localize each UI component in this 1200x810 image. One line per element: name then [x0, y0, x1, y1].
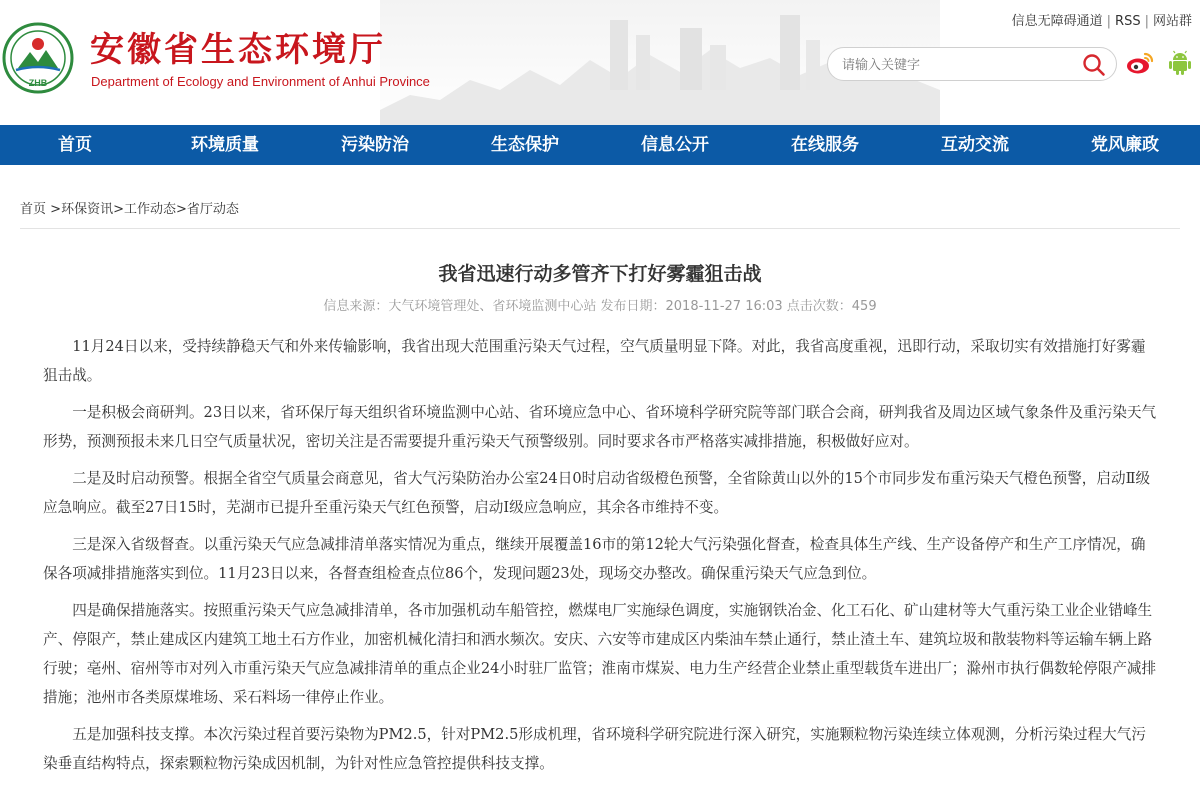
- rss-link[interactable]: RSS: [1115, 14, 1141, 29]
- search-input[interactable]: [842, 55, 1062, 75]
- nav-item-party-integrity[interactable]: 党风廉政: [1091, 135, 1159, 155]
- article-body: [43, 332, 1160, 786]
- breadcrumb: [20, 198, 239, 217]
- search-icon[interactable]: [1082, 53, 1106, 77]
- breadcrumb-home[interactable]: 首页: [20, 202, 47, 217]
- nav-item-home[interactable]: 首页: [58, 135, 92, 155]
- link-separator: |: [1144, 14, 1149, 29]
- weibo-icon[interactable]: [1126, 51, 1154, 75]
- nav-item-environment-quality[interactable]: 环境质量: [191, 135, 259, 155]
- zhb-logo-emblem: [2, 22, 74, 94]
- nav-item-ecology-protection[interactable]: 生态保护: [491, 135, 559, 155]
- main-nav: [0, 125, 1200, 165]
- nav-item-information-disclosure[interactable]: 信息公开: [641, 135, 709, 155]
- article-title: 我省迅速行动多管齐下打好雾霾狙击战: [438, 263, 762, 285]
- nav-item-interaction[interactable]: 互动交流: [941, 135, 1009, 155]
- android-icon[interactable]: [1168, 50, 1192, 76]
- article-paragraph: 四是确保措施落实。按照重污染天气应急减排清单，各市加强机动车船管控，燃煤电厂实施绿色调度，实施钢铁冶金、化工石化、矿山建材等大气重污染工业企业错峰生产、停限产，禁止建成区内建筑工地土石方作业，加密机械化清扫和洒水频次。安庆、六安等市建成区内柴油车禁止通行，禁止渣土车、建筑垃圾和散装物料等运输车辆上路行驶；亳州、宿州等市对列入市重污染天气应急减排清单的重点企业24小时驻厂监管；淮南市煤炭、电力生产经营企业禁止重型载货车进出厂；滁州市执行偶数轮停限产减排措施；池州市各类原煤堆场、采石料场一律停止作业。: [43, 602, 1157, 706]
- nav-item-online-services[interactable]: 在线服务: [791, 135, 859, 155]
- top-links: [1012, 10, 1192, 29]
- content-divider: [20, 228, 1180, 229]
- accessibility-link[interactable]: 信息无障碍通道: [1011, 14, 1103, 29]
- logo-lettering: ZHB: [28, 78, 48, 88]
- breadcrumb-dept-news[interactable]: 省厅动态: [186, 202, 239, 217]
- site-subtitle: Department of Ecology and Environment of Anhui Province: [91, 74, 430, 89]
- breadcrumb-env-news[interactable]: 环保资讯: [61, 202, 114, 217]
- article-paragraph: 一是积极会商研判。23日以来，省环保厅每天组织省环境监测中心站、省环境应急中心、省环境科学研究院等部门联合会商，研判我省及周边区域气象条件及重污染天气形势，预测预报未来几日空气质量状况，密切关注是否需要提升重污染天气预警级别。同时要求各市严格落实减排措施，积极做好应对。: [43, 404, 1157, 450]
- article-paragraph: 11月24日以来，受持续静稳天气和外来传输影响，我省出现大范围重污染天气过程，空气质量明显下降。对此，我省高度重视，迅即行动，采取切实有效措施打好雾霾狙击战。: [43, 338, 1146, 384]
- nav-item-pollution-control[interactable]: 污染防治: [341, 135, 409, 155]
- breadcrumb-separator: >: [50, 202, 62, 217]
- site-group-link[interactable]: 网站群: [1152, 14, 1192, 29]
- search-box: [827, 47, 1117, 81]
- article-paragraph: 二是及时启动预警。根据全省空气质量会商意见，省大气污染防治办公室24日0时启动省级橙色预警，全省除黄山以外的15个市同步发布重污染天气橙色预警，启动Ⅱ级应急响应。截至27日15时，芜湖市已提升至重污染天气红色预警，启动Ⅰ级应急响应，其余各市维持不变。: [43, 470, 1151, 516]
- breadcrumb-work-news[interactable]: 工作动态: [123, 202, 176, 217]
- article-meta: 信息来源：大气环境管理处、省环境监测中心站 发布日期：2018-11-27 16:03 点击次数：459: [323, 299, 877, 314]
- link-separator: |: [1106, 14, 1112, 29]
- site-title: 安徽省生态环境厅: [90, 30, 386, 70]
- site-header: [0, 0, 1200, 125]
- breadcrumb-separator: >: [176, 202, 187, 217]
- article-paragraph: 五是加强科技支撑。本次污染过程首要污染物为PM2.5，针对PM2.5形成机理，省环境科学研究院进行深入研究，实施颗粒物污染连续立体观测，分析污染过程大气污染垂直结构特点，探索颗粒物污染成因机制，为针对性应急管控提供科技支撑。: [43, 726, 1146, 772]
- breadcrumb-separator: >: [113, 202, 124, 217]
- article-paragraph: 三是深入省级督查。以重污染天气应急减排清单落实情况为重点，继续开展覆盖16市的第12轮大气污染强化督查，检查具体生产线、生产设备停产和生产工序情况，确保各项减排措施落实到位。11月23日以来，各督查组检查点位86个，发现问题23处，现场交办整改。确保重污染天气应急到位。: [43, 536, 1146, 582]
